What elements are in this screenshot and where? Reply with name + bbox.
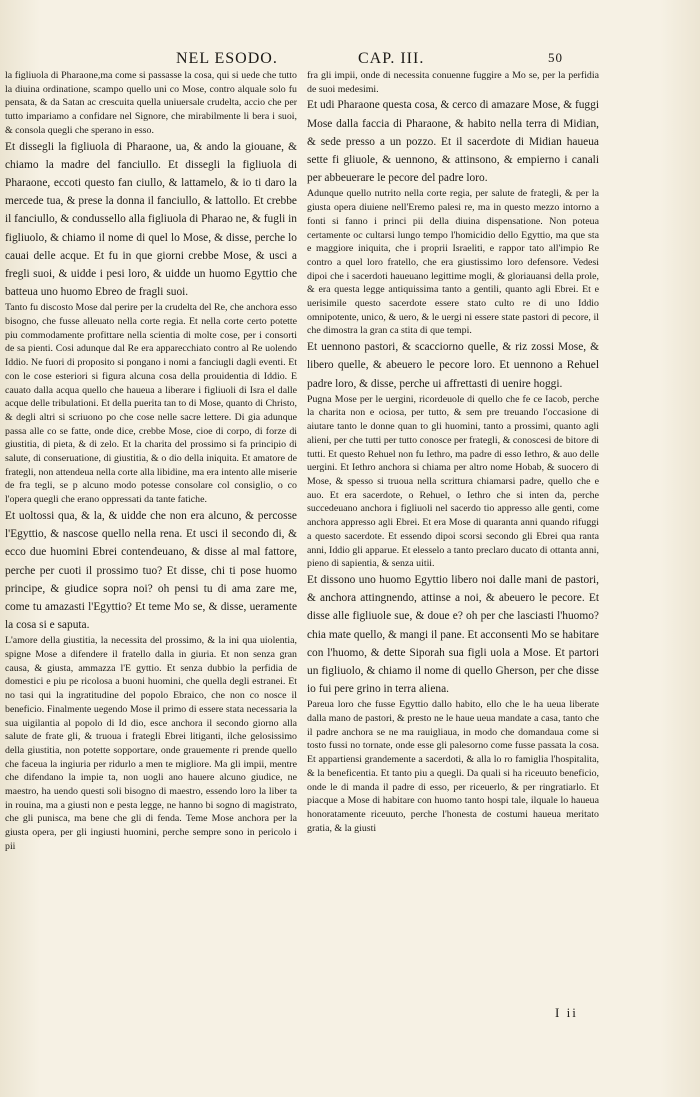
- scripture-paragraph: Et dissegli la figliuola di Pharaone, ua, & ando la giouane, & chiamo la madre del fanciullo. Et dissegli la figliuola di Pharaone, eccoti questo fan ciullo, & lattamelo, & io ti daro la mercede tua, & prese la donna il fanciullo, & lattollo. Et crebbe il fanciullo, & condussello alla figliuola di Pharao ne, & fugli in figliuolo, & chiamo il nome di quel lo Mose, & disse, perche lo cauai delle acque. Et fu in que giorni crebbe Mose, & usci a fregli suoi, & uidde i pesi loro, & uidde un huomo Egyttio che batteua uno huomo Ebreo de fragli suoi.: [5, 140, 297, 299]
- signature-mark: I ii: [555, 1005, 578, 1020]
- scripture-paragraph: Et uoltossi qua, & la, & uidde che non era alcuno, & percosse l'Egyttio, & nascose quello nella rena. Et usci il secondo di, & ecco due huomini Ebrei contendeuano, & disse al mal fattore, perche per cuoti il prossimo tuo? Et disse, chi ti pose huomo principe, & giudice sopra noi? oh pensi tu di ama zare me, come tu amazasti l'Egyttio? Et teme Mo se, & disse, ueramente la cosa si e saputa.: [5, 509, 297, 632]
- chapter-heading: CAP. III.: [358, 50, 425, 67]
- right-column: [307, 69, 599, 835]
- scripture-paragraph: Et dissono uno huomo Egyttio libero noi dalle mani de pastori, & anchora attingnendo, attinse a noi, & abeuero le pecore. Et disse alle figliuole sue, & doue e? oh per che lasciasti l'huomo? chia mate quello, & mangi il pane. Et acconsenti Mo se habitare con l'huomo, & dette Siporah sua figli uola a Mose. Et partori un figliuolo, & chiamo il nome di quello Gherson, per che disse io fui pere grino in terra aliena.: [307, 573, 599, 696]
- commentary-paragraph: la figliuola di Pharaone,ma come si passasse la cosa, qui si uede che tutto la diuina ordinatione, scampo quello uni co Mose, contro alquale solo fu pensata, & da Satan ac crescuita quella uniuersale crudelta, accio che per tutto impariamo a confidare nel Signore, che mirabilmente li bera i suoi, & consola quegli che sperano in esso.: [5, 70, 297, 136]
- scripture-paragraph: Et uennono pastori, & scacciorno quelle, & riz zossi Mose, & libero quelle, & abeuero le pecore loro. Et uennono a Rehuel padre loro, & disse, perche ui affrettasti di uenire hoggi.: [307, 341, 599, 390]
- commentary-paragraph: L'amore della giustitia, la necessita del prossimo, & la ini qua uiolentia, spigne Mose a difendere il fratello dalla in giuria. Et non senza gran causa, & giusta, ammazza l'E gyttio. Et senza dubbio la perfidia de domestici e piu pe ricolosa a buoni huomini, che quella degli estranei. Et no tasi qui la ingratitudine del popolo Ebraico, che non co nosce il beneficio. Finalmente uegendo Mose il primo di essere stata necessaria la sua uigilantia al popolo di Id dio, esce anchora il secondo giorno alla salute de frate gli, & truoua i frategli Ebrei litiganti, ilche gelosissimo della giustitia, non potette sopportare, onde grauemente ri prende quello che faceua la ingiuria per ridurlo a men te migliore. Ma gli impii, mentre che difendano la impie ta, non uogli ano hauere alcuno giudice, ne maestro, ha uendo questi soli bisogno di maestro, essendo loro la liber ta in rouina, ma a giusti non e pesta legge, ne hanno bi sogno di magistrato, che gli punisca, ma bene che gli di fenda. Teme Mose anchora per la giusta opera, per gli ingiusti huomini, perche sempre sono in pericolo i pii: [5, 635, 297, 852]
- folio-number: 50: [548, 50, 563, 65]
- commentary-paragraph: Adunque quello nutrito nella corte regia, per salute de frategli, & per la giusta opera diuiene nell'Eremo palesi re, ma in questo mezzo intorno a fonti si fanno i princi pii della diuina dispensatione. Non poteua certamente oc cultarsi lungo tempo l'homicidio dello Egyttio, ma que sta e maggiore iniquita, che i proprii Israeliti, e rappor tato all'impio Re contro a quel loro fratello, che era giustissimo loro defensore. Vedesi dipoi che i sacerdoti haueuano legittime mogli, & gloriauansi della prole, & era questa legge antiquissima tanto a gentili, quanto agli Ebrei. Et e uerisimile questo sacerdote essere stato culto re di uno Iddio omnipotente, unico, & uero, & le uergi ni essere state pastori di pecore, il che dimostra la gran ca stita di que tempi.: [307, 188, 599, 337]
- running-title: NEL ESODO.: [176, 50, 278, 67]
- left-column: [5, 69, 297, 854]
- commentary-paragraph: Tanto fu discosto Mose dal perire per la crudelta del Re, che anchora esso bisogno, che fusse alleuato nella corte regia. Et nella corte certo potette piu commodamente profittare nella scientia di molte cose, per i consorti de sa pienti. Cosi adunque dal Re era apparecchiato contro al Re uolendo Iddio. Ne fuori di proposito si pongano i nomi a fanciugli dagli eventi. Et con le cose esteriori si figura alcuna cosa della prouidentia di Iddio. E cauato dalla acqua quello che haueua a liberare i figliuoli di Isra el dalle acque delle tribulationi. Et della puerita tan to di Mose, quanto di Christo, & degli altri si scriuono po che cose nelle sacre lettere. Di gia adunque passa alle co se fatte, onde dice, crebbe Mose, cioe di corpo, di forze di giustitia, di pieta, & di zelo. Et la charita del prossimo si fa principio di salute, di conseruatione, di giustitia, & o dio della iniquita. Et amatore de frategli, non attendeua nella corte alla libidine, ma era intento alle miserie de fra tegli, se p alcuno modo potesse consolare col consiglio, o co l'opera quegli che erano oppressati da tante fatiche.: [5, 302, 297, 506]
- commentary-paragraph: Pugna Mose per le uergini, ricordeuole di quello che fe ce Iacob, perche la charita non e ociosa, per tutto, & sem pre treuando l'occasione di aiutare tanto le donne quan to gli huomini, tanto a prossimi, quanto agli alieni, per che tutti per tutto conosce per frategli, & conoscesi de bitore di tutti. Et questo Rehuel non fu Iethro, ma padre di esso Iethro, & auo delle uergini. Et Iethro anchora si chiama per altro nome Hobab, & suocero di Mose, & spesso si truoua nella scrittura chiamarsi padre, quello che e auo. Et era sacerdote, o Rehuel, o Iethro che si inten da, perche succedeuano anchora i figliuoli nel sacerdo tio appresso alle genti, come anchora appresso agli Ebrei. Et era Mose di quaranta anni quando rifuggi a questo sacerdote. Et essendo dipoi scorsi secondo gli Ebrei qua ranta anni, Iddio gli apparue. Et elesselo a tanto preclaro ducato di ottanta anni, pieno di sapientia, & senza uitii.: [307, 393, 599, 570]
- running-header: [0, 48, 700, 70]
- scripture-paragraph: Et udi Pharaone questa cosa, & cerco di amazare Mose, & fuggi Mose dalla faccia di Pharaone, & habito nella terra di Midian, & sede presso a un pozzo. Et il sacerdote di Midian haueua sette fi gliuole, & uennono, & attinsono, & empierno i canali per abbeuerare le pecore del padre loro.: [307, 99, 599, 185]
- commentary-paragraph: Pareua loro che fusse Egyttio dallo habito, ello che le ha ueua liberate dalla mano de pastori, & presto ne le haue ueua mandate a casa, tanto che il padre anchora se ne ma rauigliaua, in modo che domandaua come si tosto fussi no tornate, onde esse gli palesorno come fusse passata la cosa. Et appartiensi grandemente a sacerdoti, & alla lo ro famiglia l'hospitalita, & la beneficentia. Et tanto piu a quegli. Da quali si ha riceuuto beneficio, onde le di manda il padre di esso, per riceuerlo, & per ringratiarlo. Et piacque a Mose di habitare con huomo tanto hospi tale, ilquale lo haueua honoratamente riceuuto, perche l'honesta de costumi haueua meritato gratia, & la giusti: [307, 699, 599, 834]
- commentary-paragraph: fra gli impii, onde di necessita conuenne fuggire a Mo se, per la perfidia de suoi medesimi.: [307, 70, 599, 95]
